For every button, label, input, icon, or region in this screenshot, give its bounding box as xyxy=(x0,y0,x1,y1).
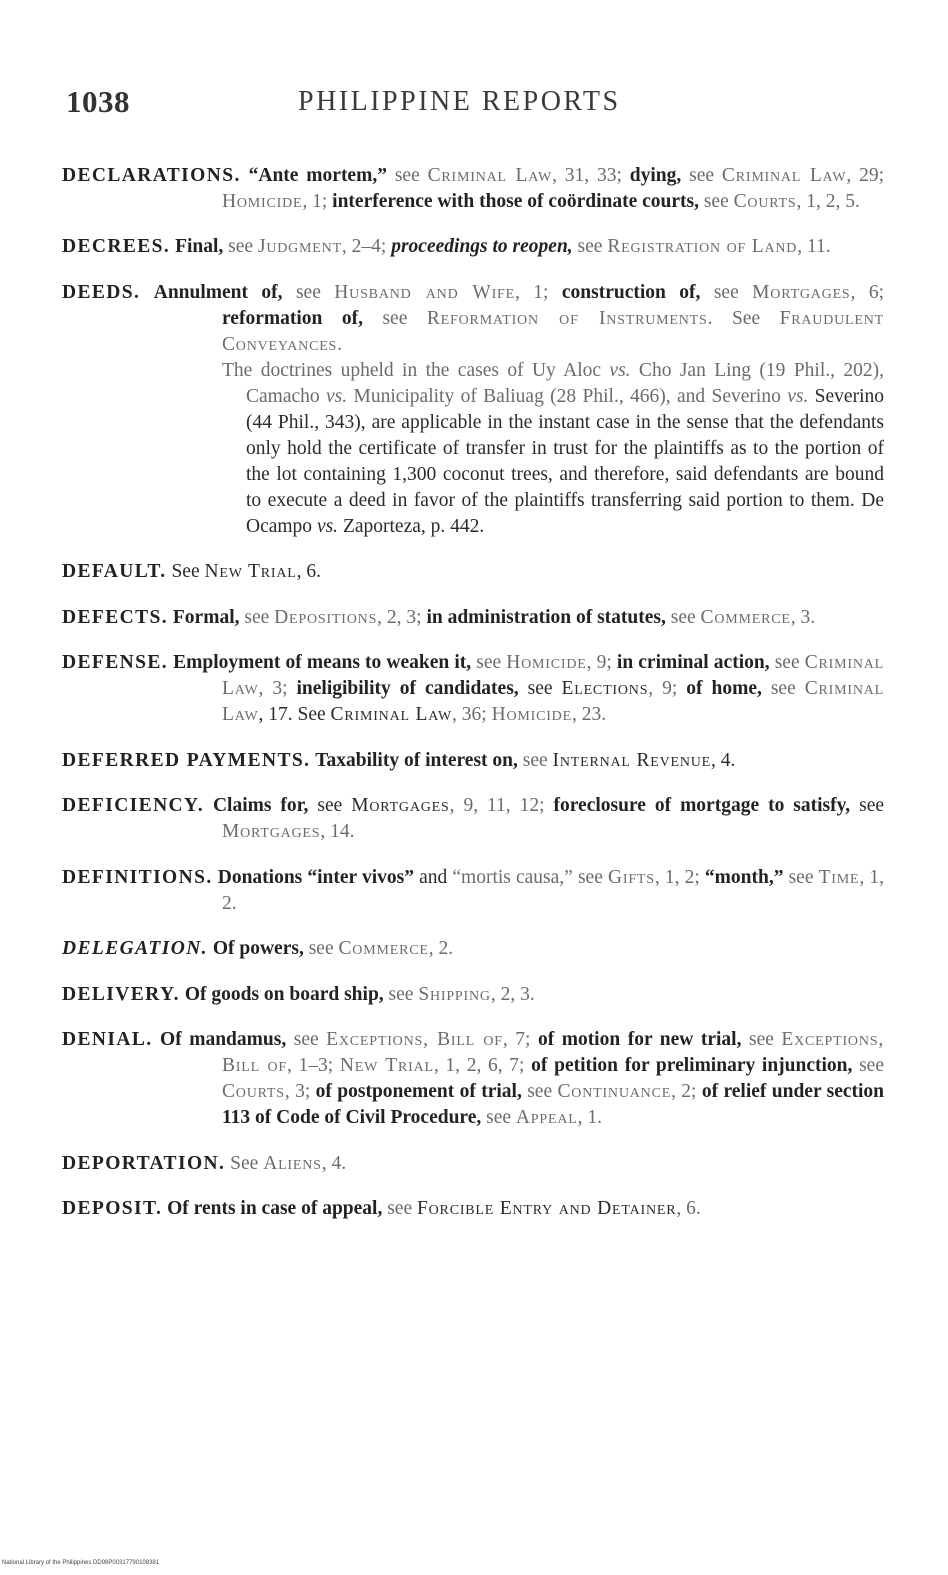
headword: DEFENSE. xyxy=(62,652,169,673)
page-number: 1038 xyxy=(66,84,130,119)
headword: DEFERRED PAYMENTS. xyxy=(62,749,311,771)
headword: DEFICIENCY. xyxy=(62,795,204,816)
entry-deposit: DEPOSIT. Of rents in case of appeal, see Forcible Entry and Detainer, 6. xyxy=(62,1198,701,1219)
running-head: PHILIPPINE REPORTS xyxy=(298,86,621,117)
headword: DEFECTS. xyxy=(62,606,169,628)
entry-defects: DEFECTS. Formal, see Depositions, 2, 3; in administration of statutes, see Commerce, 3. xyxy=(62,606,816,628)
entry-denial: DENIAL. Of mandamus, see Exceptions, Bill of, 7; of motion for new trial, see Exceptions, Bill of, 1–3; New Trial, 1, 2, 6, 7; of petition for preliminary injunction, see Courts, 3; of postponement of trial, see Continuance, 2; of relief under section 113 of Code of Civil Procedure, see Appeal, 1. xyxy=(62,1029,885,1128)
headword: DEFINITIONS. xyxy=(62,866,213,888)
headword: DECLARATIONS. xyxy=(62,164,241,186)
entry-deferred-payments: DEFERRED PAYMENTS. Taxability of interest on, see Internal Revenue, 4. xyxy=(62,749,736,771)
page-header xyxy=(66,84,886,128)
scan-credit: National Library of the Philippines DD98P00317790108381 xyxy=(2,1560,160,1566)
entry-deeds: DEEDS. Annulment of, see Husband and Wife, 1; construction of, see Mortgages, 6; reformation of, see Reformation of Instruments. See Fraudulent Conveyances. The doctrines upheld in the cases of Uy Aloc vs. Cho Jan Ling (19 Phil., 202), Camacho vs. Municipality of Baliuag (28 Phil., 466), and Severino vs. Severino (44 Phil., 343), are applicable in the instant case in the sense that the defendants only hold the certificate of transfer in trust for the plaintiffs as to the portion of the lot containing 1,300 coconut trees, and therefore, said defendants are bound to execute a deed in favor of the plaintiffs transferring said portion to them. De Ocampo vs. Zaporteza, p. 442. xyxy=(62,280,884,540)
entry-default: DEFAULT. See New Trial, 6. xyxy=(62,561,322,582)
entry-deportation: DEPORTATION. See Aliens, 4. xyxy=(62,1152,347,1174)
entry-deficiency: DEFICIENCY. Claims for, see Mortgages, 9, 11, 12; foreclosure of mortgage to satisfy, see Mortgages, 14. xyxy=(62,795,885,842)
deeds-digest-paragraph: The doctrines upheld in the cases of Uy Aloc vs. Cho Jan Ling (19 Phil., 202), Camacho vs. Municipality of Baliuag (28 Phil., 466), and Severino vs. Severino (44 Phil., 343), are applicable in the instant case in the sense that the defendants only hold the certificate of transfer in trust for the plaintiffs as to the portion of the lot containing 1,300 coconut trees, and therefore, said defendants are bound to execute a deed in favor of the plaintiffs transferring said portion to them. De Ocampo vs. Zaporteza, p. 442. xyxy=(222,359,885,537)
headword: DELEGATION. xyxy=(62,938,208,959)
entry-defense: DEFENSE. Employment of means to weaken it, see Homicide, 9; in criminal action, see Criminal Law, 3; ineligibility of candidates, see Elections, 9; of home, see Criminal Law, 17. See Criminal Law, 36; Homicide, 23. xyxy=(62,652,885,725)
headword: DEFAULT. xyxy=(62,561,167,582)
headword: DEPOSIT. xyxy=(62,1198,163,1219)
headword: DENIAL. xyxy=(62,1029,153,1050)
headword: DECREES. xyxy=(62,236,171,257)
entry-declarations: DECLARATIONS. “Ante mortem,” see Criminal Law, 31, 33; dying, see Criminal Law, 29; Homicide, 1; interference with those of coördinate courts, see Courts, 1, 2, 5. xyxy=(62,164,885,212)
headword: DEPORTATION. xyxy=(62,1152,226,1174)
headword: DELIVERY. xyxy=(62,983,180,1005)
entry-decrees: DECREES. Final, see Judgment, 2–4; proceedings to reopen, see Registration of Land, 11. xyxy=(62,236,831,257)
entry-delivery: DELIVERY. Of goods on board ship, see Shipping, 2, 3. xyxy=(62,983,535,1005)
entry-definitions: DEFINITIONS. Donations “inter vivos” and “mortis causa,” see Gifts, 1, 2; “month,” see Time, 1, 2. xyxy=(62,866,884,914)
index-entries xyxy=(62,143,884,1233)
entry-delegation: DELEGATION. Of powers, see Commerce, 2. xyxy=(62,938,454,959)
headword: DEEDS. xyxy=(62,281,141,303)
